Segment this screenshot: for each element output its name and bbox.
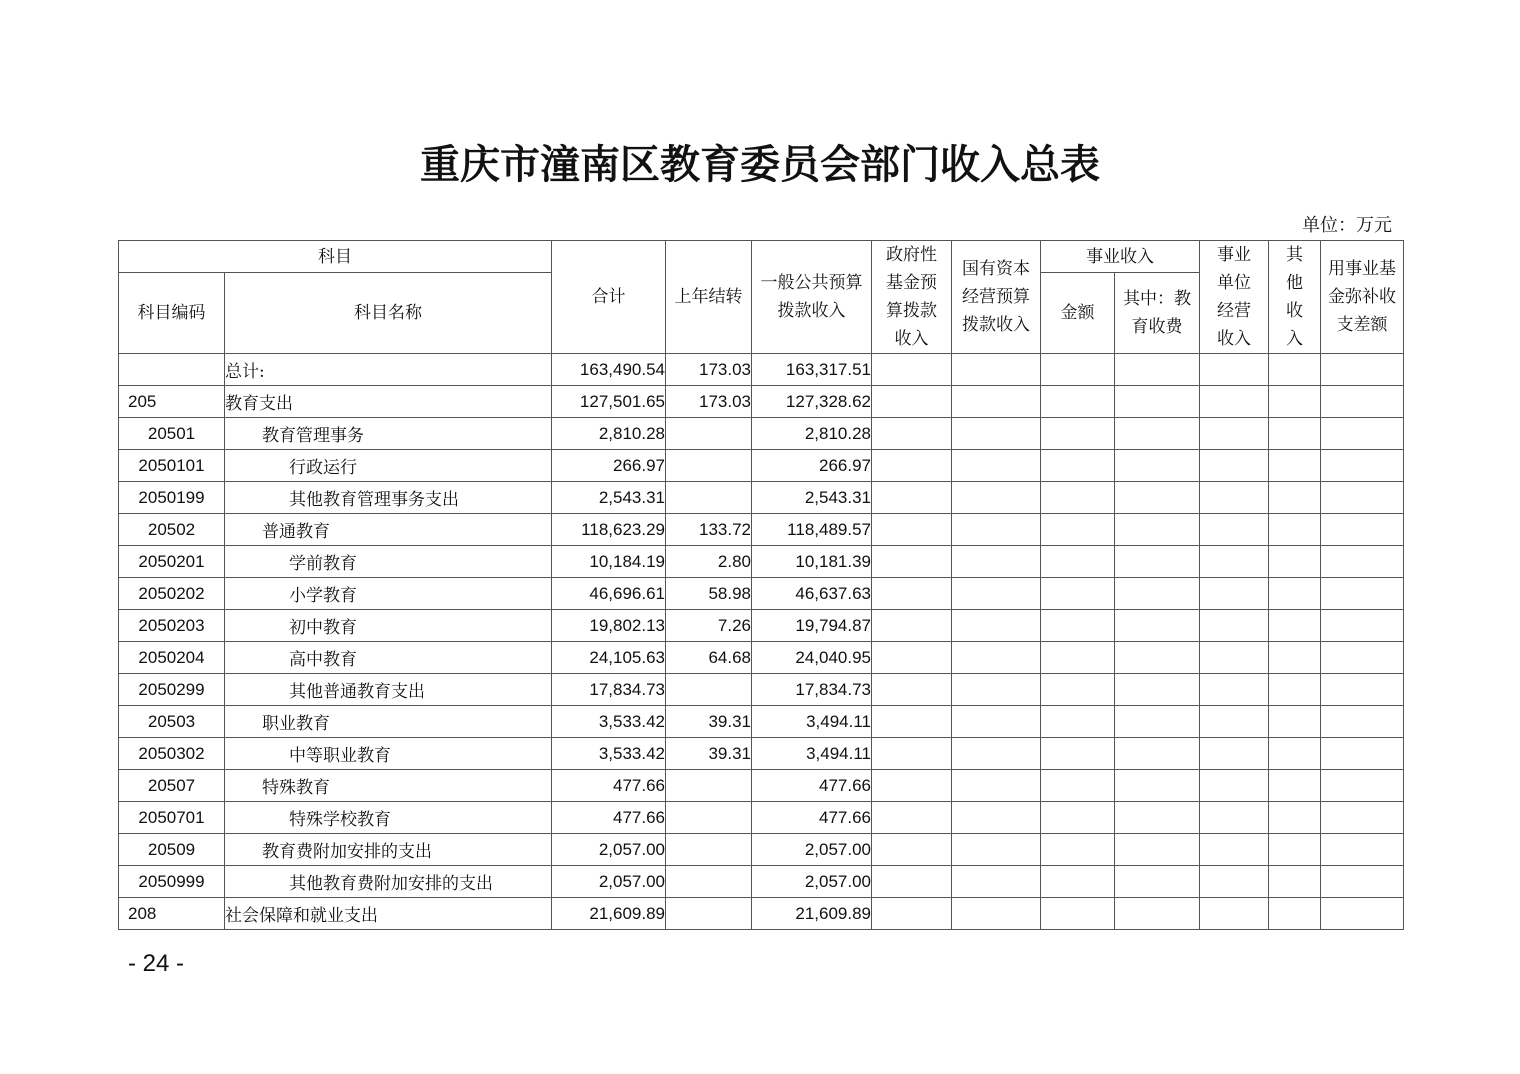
cell-business-amount [1041,546,1115,578]
header-carryover: 上年结转 [666,241,752,354]
cell-carryover [666,802,752,834]
cell-carryover [666,898,752,930]
cell-name: 特殊教育 [225,770,552,802]
cell-general-budget: 24,040.95 [752,642,872,674]
cell-business-amount [1041,674,1115,706]
cell-other [1269,674,1321,706]
cell-state-capital [952,738,1041,770]
cell-fund-offset [1321,834,1404,866]
cell-other [1269,642,1321,674]
cell-unit-operating [1200,354,1269,386]
cell-code: 2050203 [119,610,225,642]
cell-code: 2050701 [119,802,225,834]
cell-state-capital [952,578,1041,610]
header-other: 其他收入 [1269,241,1321,354]
cell-code: 20507 [119,770,225,802]
cell-unit-operating [1200,770,1269,802]
cell-other [1269,450,1321,482]
cell-business-amount [1041,386,1115,418]
table-row [119,482,1404,514]
cell-state-capital [952,354,1041,386]
cell-state-capital [952,706,1041,738]
cell-carryover [666,450,752,482]
cell-other [1269,482,1321,514]
cell-unit-operating [1200,674,1269,706]
cell-total: 266.97 [552,450,666,482]
cell-general-budget: 46,637.63 [752,578,872,610]
table-body [119,354,1404,930]
cell-edu-fee [1115,546,1200,578]
header-name: 科目名称 [225,273,552,354]
cell-total: 46,696.61 [552,578,666,610]
cell-name: 其他普通教育支出 [225,674,552,706]
table-row [119,642,1404,674]
page-title: 重庆市潼南区教育委员会部门收入总表 [420,141,1100,188]
cell-general-budget: 2,057.00 [752,834,872,866]
cell-general-budget: 477.66 [752,802,872,834]
cell-carryover: 173.03 [666,354,752,386]
cell-carryover: 133.72 [666,514,752,546]
cell-edu-fee [1115,386,1200,418]
header-fund-offset: 用事业基金弥补收支差额 [1321,241,1404,354]
cell-code: 20502 [119,514,225,546]
cell-edu-fee [1115,706,1200,738]
cell-carryover [666,418,752,450]
cell-total: 3,533.42 [552,706,666,738]
cell-carryover: 2.80 [666,546,752,578]
cell-general-budget: 3,494.11 [752,706,872,738]
cell-unit-operating [1200,578,1269,610]
cell-fund-offset [1321,450,1404,482]
cell-general-budget: 10,181.39 [752,546,872,578]
cell-other [1269,418,1321,450]
cell-name: 高中教育 [225,642,552,674]
cell-code: 2050199 [119,482,225,514]
cell-carryover: 39.31 [666,706,752,738]
cell-fund-offset [1321,514,1404,546]
cell-edu-fee [1115,898,1200,930]
cell-unit-operating [1200,610,1269,642]
cell-total: 24,105.63 [552,642,666,674]
cell-unit-operating [1200,898,1269,930]
cell-gov-fund [872,514,952,546]
cell-code: 2050201 [119,546,225,578]
cell-fund-offset [1321,418,1404,450]
cell-name: 特殊学校教育 [225,802,552,834]
cell-fund-offset [1321,674,1404,706]
cell-fund-offset [1321,866,1404,898]
cell-edu-fee [1115,642,1200,674]
cell-total: 3,533.42 [552,738,666,770]
cell-carryover: 173.03 [666,386,752,418]
cell-name: 社会保障和就业支出 [225,898,552,930]
cell-edu-fee [1115,578,1200,610]
cell-fund-offset [1321,770,1404,802]
header-total: 合计 [552,241,666,354]
cell-name: 其他教育管理事务支出 [225,482,552,514]
cell-total: 2,543.31 [552,482,666,514]
table-row [119,770,1404,802]
cell-carryover [666,834,752,866]
cell-other [1269,866,1321,898]
cell-total: 21,609.89 [552,898,666,930]
cell-unit-operating [1200,450,1269,482]
cell-total: 2,057.00 [552,866,666,898]
table-row [119,514,1404,546]
cell-general-budget: 118,489.57 [752,514,872,546]
unit-label: 单位：万元 [1302,215,1392,236]
header-state-capital: 国有资本经营预算拨款收入 [952,241,1041,354]
cell-other [1269,514,1321,546]
cell-code: 2050302 [119,738,225,770]
cell-unit-operating [1200,802,1269,834]
cell-state-capital [952,770,1041,802]
cell-name: 中等职业教育 [225,738,552,770]
cell-unit-operating [1200,706,1269,738]
cell-code: 20503 [119,706,225,738]
cell-code: 20509 [119,834,225,866]
cell-general-budget: 21,609.89 [752,898,872,930]
cell-other [1269,546,1321,578]
cell-name: 教育管理事务 [225,418,552,450]
cell-business-amount [1041,834,1115,866]
cell-name: 普通教育 [225,514,552,546]
cell-state-capital [952,866,1041,898]
cell-total: 477.66 [552,770,666,802]
cell-state-capital [952,482,1041,514]
cell-general-budget: 19,794.87 [752,610,872,642]
cell-total: 17,834.73 [552,674,666,706]
cell-edu-fee [1115,482,1200,514]
cell-business-amount [1041,706,1115,738]
cell-name: 行政运行 [225,450,552,482]
table-row [119,450,1404,482]
table-row [119,706,1404,738]
table-row [119,546,1404,578]
cell-unit-operating [1200,514,1269,546]
cell-fund-offset [1321,546,1404,578]
cell-other [1269,610,1321,642]
cell-total: 127,501.65 [552,386,666,418]
cell-general-budget: 3,494.11 [752,738,872,770]
cell-state-capital [952,642,1041,674]
cell-gov-fund [872,642,952,674]
cell-business-amount [1041,578,1115,610]
cell-edu-fee [1115,770,1200,802]
cell-gov-fund [872,610,952,642]
table-row [119,802,1404,834]
cell-code: 20501 [119,418,225,450]
cell-general-budget: 163,317.51 [752,354,872,386]
header-amount: 金额 [1041,273,1115,354]
cell-other [1269,802,1321,834]
cell-fund-offset [1321,610,1404,642]
cell-total: 10,184.19 [552,546,666,578]
cell-other [1269,386,1321,418]
cell-state-capital [952,610,1041,642]
cell-business-amount [1041,738,1115,770]
cell-fund-offset [1321,482,1404,514]
table-row [119,386,1404,418]
cell-business-amount [1041,866,1115,898]
cell-business-amount [1041,514,1115,546]
cell-state-capital [952,898,1041,930]
cell-total: 118,623.29 [552,514,666,546]
cell-gov-fund [872,450,952,482]
cell-fund-offset [1321,642,1404,674]
cell-total: 163,490.54 [552,354,666,386]
cell-state-capital [952,546,1041,578]
cell-general-budget: 2,543.31 [752,482,872,514]
cell-gov-fund [872,770,952,802]
cell-unit-operating [1200,642,1269,674]
header-business-income: 事业收入 [1041,241,1200,273]
cell-edu-fee [1115,866,1200,898]
cell-gov-fund [872,802,952,834]
page-number: - 24 - [128,950,185,977]
cell-carryover: 7.26 [666,610,752,642]
cell-edu-fee [1115,610,1200,642]
cell-name: 初中教育 [225,610,552,642]
cell-code: 208 [119,898,225,930]
cell-other [1269,898,1321,930]
cell-carryover [666,866,752,898]
cell-code: 205 [119,386,225,418]
cell-gov-fund [872,578,952,610]
table-row [119,898,1404,930]
cell-business-amount [1041,418,1115,450]
table-row [119,610,1404,642]
cell-business-amount [1041,898,1115,930]
cell-unit-operating [1200,738,1269,770]
cell-general-budget: 266.97 [752,450,872,482]
cell-total: 2,810.28 [552,418,666,450]
cell-name: 教育支出 [225,386,552,418]
cell-fund-offset [1321,738,1404,770]
cell-code: 2050299 [119,674,225,706]
cell-other [1269,706,1321,738]
cell-unit-operating [1200,546,1269,578]
cell-unit-operating [1200,834,1269,866]
cell-code: 2050202 [119,578,225,610]
cell-state-capital [952,386,1041,418]
cell-fund-offset [1321,578,1404,610]
cell-other [1269,578,1321,610]
cell-code: 2050101 [119,450,225,482]
cell-total: 477.66 [552,802,666,834]
table-row [119,418,1404,450]
cell-total: 19,802.13 [552,610,666,642]
cell-gov-fund [872,898,952,930]
table-row [119,738,1404,770]
cell-edu-fee [1115,674,1200,706]
cell-gov-fund [872,674,952,706]
cell-name: 总计: [225,354,552,386]
cell-gov-fund [872,418,952,450]
table-row [119,578,1404,610]
cell-name: 职业教育 [225,706,552,738]
cell-business-amount [1041,610,1115,642]
cell-general-budget: 2,057.00 [752,866,872,898]
header-gov-fund: 政府性基金预算拨款收入 [872,241,952,354]
cell-carryover: 39.31 [666,738,752,770]
cell-general-budget: 127,328.62 [752,386,872,418]
cell-edu-fee [1115,514,1200,546]
cell-unit-operating [1200,866,1269,898]
cell-business-amount [1041,450,1115,482]
cell-other [1269,738,1321,770]
cell-name: 小学教育 [225,578,552,610]
cell-gov-fund [872,546,952,578]
header-code: 科目编码 [119,273,225,354]
cell-general-budget: 17,834.73 [752,674,872,706]
table-row [119,866,1404,898]
cell-general-budget: 477.66 [752,770,872,802]
cell-fund-offset [1321,354,1404,386]
cell-general-budget: 2,810.28 [752,418,872,450]
cell-name: 学前教育 [225,546,552,578]
cell-code: 2050204 [119,642,225,674]
cell-code: 2050999 [119,866,225,898]
header-edu-fee: 其中：教育收费 [1115,273,1200,354]
cell-gov-fund [872,706,952,738]
header-subject: 科目 [119,241,552,273]
cell-state-capital [952,418,1041,450]
cell-gov-fund [872,482,952,514]
cell-code [119,354,225,386]
cell-state-capital [952,514,1041,546]
cell-state-capital [952,450,1041,482]
cell-business-amount [1041,482,1115,514]
table-row [119,674,1404,706]
cell-state-capital [952,802,1041,834]
cell-state-capital [952,674,1041,706]
cell-name: 其他教育费附加安排的支出 [225,866,552,898]
header-general-budget: 一般公共预算拨款收入 [752,241,872,354]
cell-business-amount [1041,642,1115,674]
cell-gov-fund [872,386,952,418]
revenue-table [118,240,1404,930]
cell-edu-fee [1115,418,1200,450]
cell-name: 教育费附加安排的支出 [225,834,552,866]
cell-unit-operating [1200,482,1269,514]
cell-gov-fund [872,738,952,770]
cell-gov-fund [872,354,952,386]
cell-carryover: 58.98 [666,578,752,610]
cell-edu-fee [1115,802,1200,834]
cell-other [1269,834,1321,866]
table-row [119,354,1404,386]
cell-fund-offset [1321,386,1404,418]
cell-other [1269,354,1321,386]
cell-unit-operating [1200,386,1269,418]
cell-edu-fee [1115,354,1200,386]
cell-edu-fee [1115,738,1200,770]
cell-unit-operating [1200,418,1269,450]
cell-carryover [666,482,752,514]
cell-other [1269,770,1321,802]
cell-carryover [666,770,752,802]
cell-business-amount [1041,770,1115,802]
cell-business-amount [1041,354,1115,386]
cell-gov-fund [872,834,952,866]
cell-fund-offset [1321,706,1404,738]
cell-total: 2,057.00 [552,834,666,866]
cell-business-amount [1041,802,1115,834]
table-row [119,834,1404,866]
cell-edu-fee [1115,450,1200,482]
cell-edu-fee [1115,834,1200,866]
cell-gov-fund [872,866,952,898]
cell-carryover: 64.68 [666,642,752,674]
cell-carryover [666,674,752,706]
cell-state-capital [952,834,1041,866]
cell-fund-offset [1321,898,1404,930]
header-unit-operating: 事业单位经营收入 [1200,241,1269,354]
cell-fund-offset [1321,802,1404,834]
